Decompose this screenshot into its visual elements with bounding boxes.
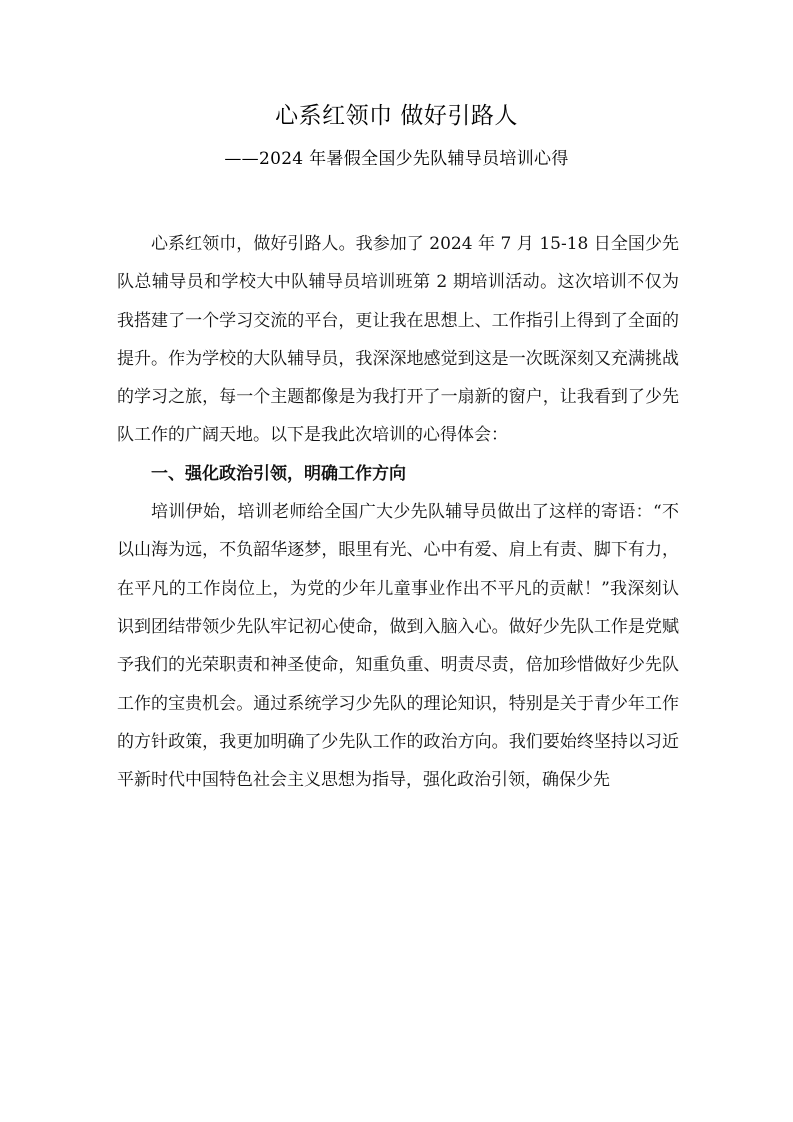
document-subtitle: ——2024 年暑假全国少先队辅导员培训心得 — [224, 149, 569, 169]
section-heading: 一、强化政治引领，明确工作方向 — [151, 463, 406, 484]
document-title: 心系红领巾 做好引路人 — [275, 103, 518, 129]
body-paragraph: 培训伊始，培训老师给全国广大少先队辅导员做出了这样的寄语：“不以山海为远，不负韶华逐梦，眼里有光、心中有爱、肩上有责、脚下有力，在平凡的工作岗位上，为党的少年儿童事业作出不平凡的贡献！”我深刻认识到团结带领少先队牢记初心使命，做到入脑入心。做好少先队工作是党赋予我们的光荣职责和神圣使命，知重负重、明责尽责，倍加珍惜做好少先队工作的宝贵机会。通过系统学习少先队的理论知识，特别是关于青少年工作的方针政策，我更加明确了少先队工作的政治方向。我们要始终坚持以习近平新时代中国特色社会主义思想为指导，强化政治引领，确保少先 — [117, 502, 679, 791]
intro-paragraph: 心系红领巾，做好引路人。我参加了 2024 年 7 月 15-18 日全国少先队总辅导员和学校大中队辅导员培训班第 2 期培训活动。这次培训不仅为我搭建了一个学习交流的平台，更让我在思想上、工作指引上得到了全面的提升。作为学校的大队辅导员，我深深地感觉到这是一次既深刻又充满挑战的学习之旅，每一个主题都像是为我打开了一扇新的窗户，让我看到了少先队工作的广阔天地。以下是我此次培训的心得体会： — [117, 234, 679, 446]
document-body — [117, 225, 679, 799]
